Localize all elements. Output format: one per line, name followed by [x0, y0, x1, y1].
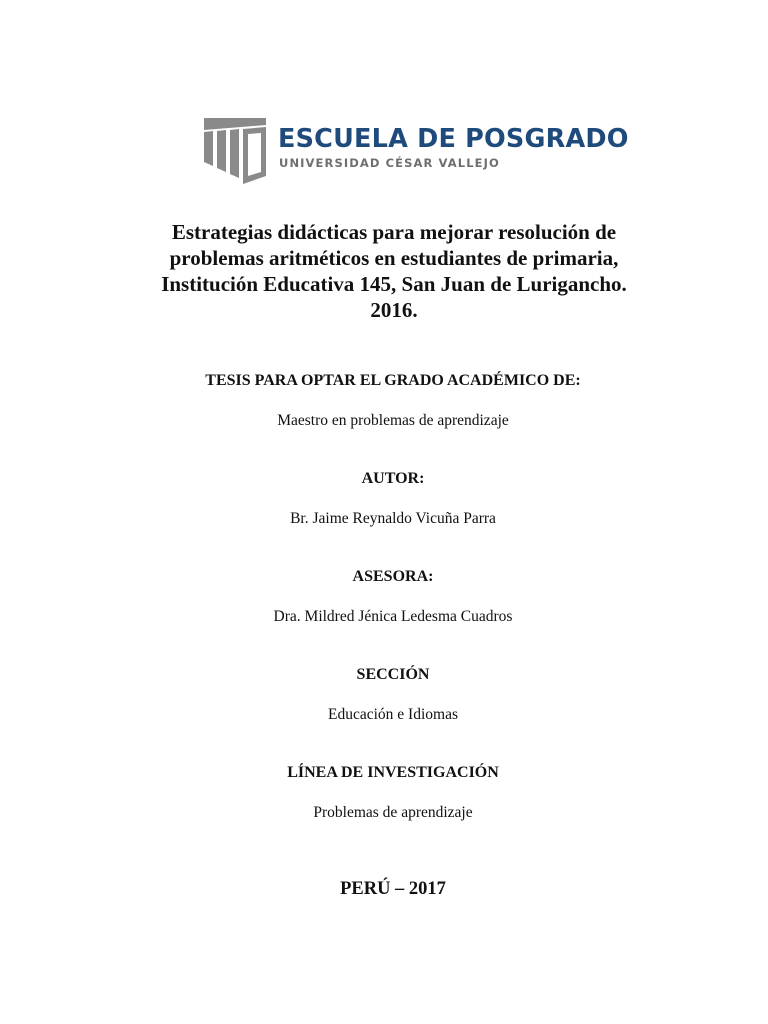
section-heading: SECCIÓN: [356, 666, 430, 683]
degree-value: Maestro en problemas de aprendizaje: [277, 412, 509, 429]
school-name: ESCUELA DE POSGRADO: [278, 124, 629, 154]
advisor-name: Dra. Mildred Jénica Ledesma Cuadros: [273, 608, 513, 625]
thesis-title-line: problemas aritméticos en estudiantes de primaria,: [169, 246, 619, 270]
thesis-title: [100, 219, 688, 323]
thesis-title-line: 2016.: [370, 298, 418, 322]
research-line-value: Problemas de aprendizaje: [313, 804, 473, 821]
author-name: Br. Jaime Reynaldo Vicuña Parra: [290, 510, 496, 527]
thesis-title-line: Estrategias didácticas para mejorar resolución de: [171, 220, 617, 244]
university-logo: [204, 116, 629, 186]
thesis-title-line: Institución Educativa 145, San Juan de Lurigancho.: [161, 272, 627, 296]
section-value: Educación e Idiomas: [328, 706, 458, 723]
advisor-heading: ASESORA:: [352, 568, 434, 585]
university-shield-icon: [204, 118, 266, 184]
university-name: UNIVERSIDAD CÉSAR VALLEJO: [279, 156, 500, 170]
degree-heading: TESIS PARA OPTAR EL GRADO ACADÉMICO DE:: [205, 372, 581, 389]
country-year: PERÚ – 2017: [340, 879, 446, 899]
research-line-heading: LÍNEA DE INVESTIGACIÓN: [287, 764, 499, 781]
author-heading: AUTOR:: [361, 470, 425, 487]
